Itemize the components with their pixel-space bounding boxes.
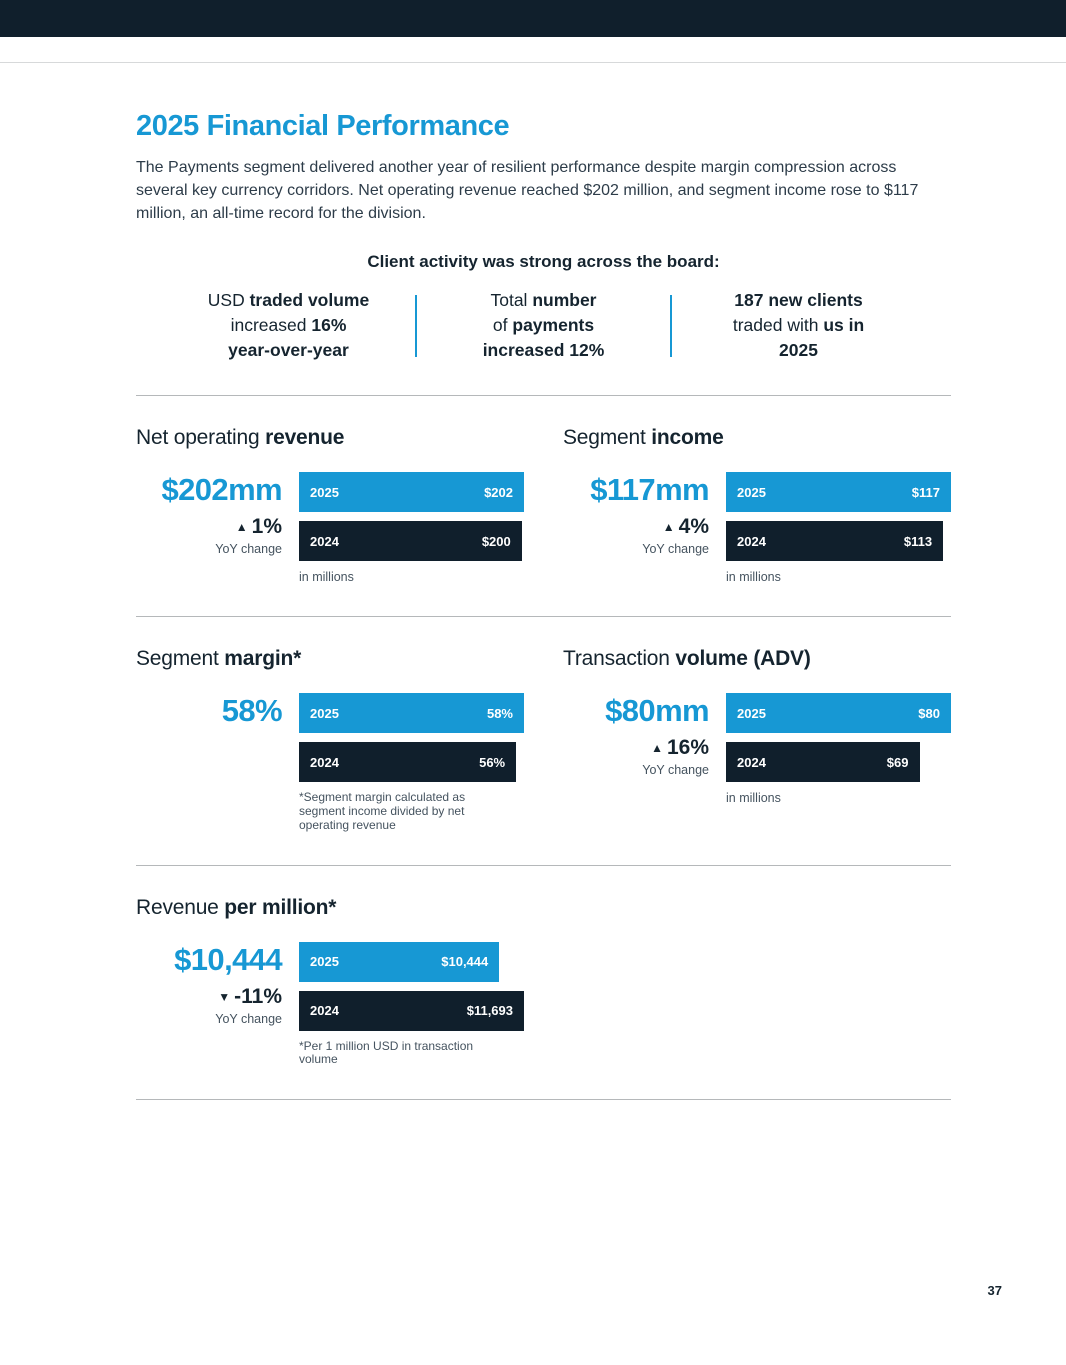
bar-2025 bbox=[299, 472, 524, 512]
yoy-change bbox=[136, 985, 282, 1009]
header-rule bbox=[0, 62, 1066, 63]
yoy-down-icon: ▼ bbox=[218, 989, 231, 1004]
section-segment-income bbox=[563, 396, 951, 584]
bar-value-label: $80 bbox=[918, 705, 940, 721]
page-content bbox=[0, 110, 1066, 1100]
section-divider bbox=[136, 1099, 951, 1100]
bar-value-label: $10,444 bbox=[441, 954, 489, 970]
chart-caption: in millions bbox=[726, 570, 781, 585]
stat-value: 58% bbox=[221, 693, 282, 729]
stat-block bbox=[136, 472, 299, 584]
section-row bbox=[136, 866, 951, 1068]
bar-year-label: 2025 bbox=[737, 484, 766, 500]
highlight-line: increased 16% bbox=[230, 315, 347, 336]
bar-value-label: $11,693 bbox=[466, 1003, 513, 1019]
bar-value-label: 56% bbox=[479, 754, 506, 770]
stat-block bbox=[563, 472, 726, 584]
bar-year-label: 2025 bbox=[737, 705, 766, 721]
bar-year-label: 2024 bbox=[737, 533, 766, 549]
bar-2025 bbox=[726, 693, 951, 733]
yoy-change-value: 16% bbox=[666, 736, 709, 760]
section-heading: Revenue per million* bbox=[136, 895, 337, 919]
bar-2025 bbox=[726, 472, 951, 512]
section-heading: Transaction volume (ADV) bbox=[563, 647, 811, 671]
yoy-change-label: YoY change bbox=[642, 542, 709, 557]
highlight-line: USD traded volume bbox=[207, 290, 370, 311]
bar-value-label: $117 bbox=[911, 484, 940, 500]
yoy-change-value: -11% bbox=[234, 984, 282, 1008]
highlights-heading: Client activity was strong across the board: bbox=[367, 252, 720, 272]
bar-2024 bbox=[726, 521, 943, 561]
bar-2024 bbox=[299, 991, 524, 1031]
chart-footnote: *Per 1 million USD in transaction volume bbox=[299, 1038, 474, 1067]
bar-value-label: $113 bbox=[903, 533, 933, 549]
highlight-line: year-over-year bbox=[228, 340, 349, 361]
bar-2024 bbox=[299, 521, 522, 561]
bar-chart bbox=[726, 472, 951, 584]
yoy-up-icon: ▲ bbox=[235, 520, 248, 535]
chart-caption: in millions bbox=[726, 791, 781, 806]
bar-value-label: $69 bbox=[886, 754, 909, 770]
bar-2024 bbox=[726, 742, 920, 782]
bar-2025 bbox=[299, 942, 499, 982]
stat-value: $80mm bbox=[605, 693, 709, 729]
stat-block bbox=[136, 942, 299, 1068]
yoy-change bbox=[563, 736, 709, 760]
stat-block bbox=[563, 693, 726, 805]
bar-year-label: 2025 bbox=[310, 954, 339, 970]
top-bar bbox=[0, 0, 1066, 37]
yoy-change-label: YoY change bbox=[215, 1011, 282, 1026]
bar-value-label: 58% bbox=[486, 705, 513, 721]
section-heading: Net operating revenue bbox=[136, 426, 345, 450]
bar-value-label: $202 bbox=[484, 484, 513, 500]
section-heading: Segment income bbox=[563, 426, 724, 450]
stat-value: $10,444 bbox=[174, 941, 282, 977]
highlight-line: 2025 bbox=[779, 340, 818, 361]
page-title: 2025 Financial Performance bbox=[136, 110, 510, 142]
yoy-up-icon: ▲ bbox=[662, 520, 675, 535]
section-row bbox=[136, 617, 951, 832]
highlight-line: increased 12% bbox=[482, 340, 605, 361]
bar-chart bbox=[726, 693, 951, 805]
stat-value: $117mm bbox=[590, 472, 709, 508]
page-number: 37 bbox=[987, 1283, 1002, 1298]
yoy-change-value: 4% bbox=[678, 515, 709, 539]
intro-paragraph: The Payments segment delivered another year of resilient performance despite margin compression across several key currency corridors. Net operating revenue reached $202 million, and segment income rose to $117 million, an all-time record for the division. bbox=[136, 159, 919, 223]
highlight-line: of payments bbox=[492, 315, 595, 336]
bar-year-label: 2025 bbox=[310, 484, 339, 500]
section-revenue-per-million bbox=[136, 866, 568, 1068]
chart-caption: in millions bbox=[299, 570, 354, 585]
yoy-change bbox=[136, 515, 282, 539]
section-row bbox=[136, 396, 951, 584]
yoy-up-icon: ▲ bbox=[651, 741, 663, 756]
stat-block bbox=[136, 693, 299, 832]
yoy-change-label: YoY change bbox=[215, 542, 282, 557]
highlights-row bbox=[136, 288, 951, 363]
highlight-line: Total number bbox=[490, 290, 597, 311]
bar-chart bbox=[299, 472, 524, 584]
bar-year-label: 2024 bbox=[737, 754, 766, 770]
section-heading: Segment margin* bbox=[136, 647, 302, 671]
stat-value: $202mm bbox=[161, 472, 282, 508]
bar-value-label: $200 bbox=[481, 533, 511, 549]
bar-year-label: 2025 bbox=[310, 705, 339, 721]
highlight-line: traded with us in bbox=[732, 315, 865, 336]
empty-column bbox=[568, 866, 951, 1068]
bar-chart bbox=[299, 693, 524, 832]
section-net-operating-revenue bbox=[136, 396, 563, 584]
section-segment-margin bbox=[136, 617, 563, 832]
highlight-usd-traded-volume bbox=[162, 288, 415, 363]
chart-footnote: *Segment margin calculated as segment income divided by net operating revenue bbox=[299, 790, 466, 832]
highlight-new-clients bbox=[672, 288, 925, 363]
bar-year-label: 2024 bbox=[310, 533, 339, 549]
highlight-line: 187 new clients bbox=[734, 290, 863, 311]
yoy-change-value: 1% bbox=[251, 515, 282, 539]
bar-year-label: 2024 bbox=[310, 754, 339, 770]
bar-chart bbox=[299, 942, 524, 1068]
yoy-change-label: YoY change bbox=[642, 763, 709, 778]
bar-year-label: 2024 bbox=[310, 1003, 339, 1019]
highlight-total-payments bbox=[417, 288, 670, 363]
yoy-change bbox=[563, 515, 709, 539]
section-transaction-volume bbox=[563, 617, 951, 832]
bar-2025 bbox=[299, 693, 524, 733]
bar-2024 bbox=[299, 742, 516, 782]
